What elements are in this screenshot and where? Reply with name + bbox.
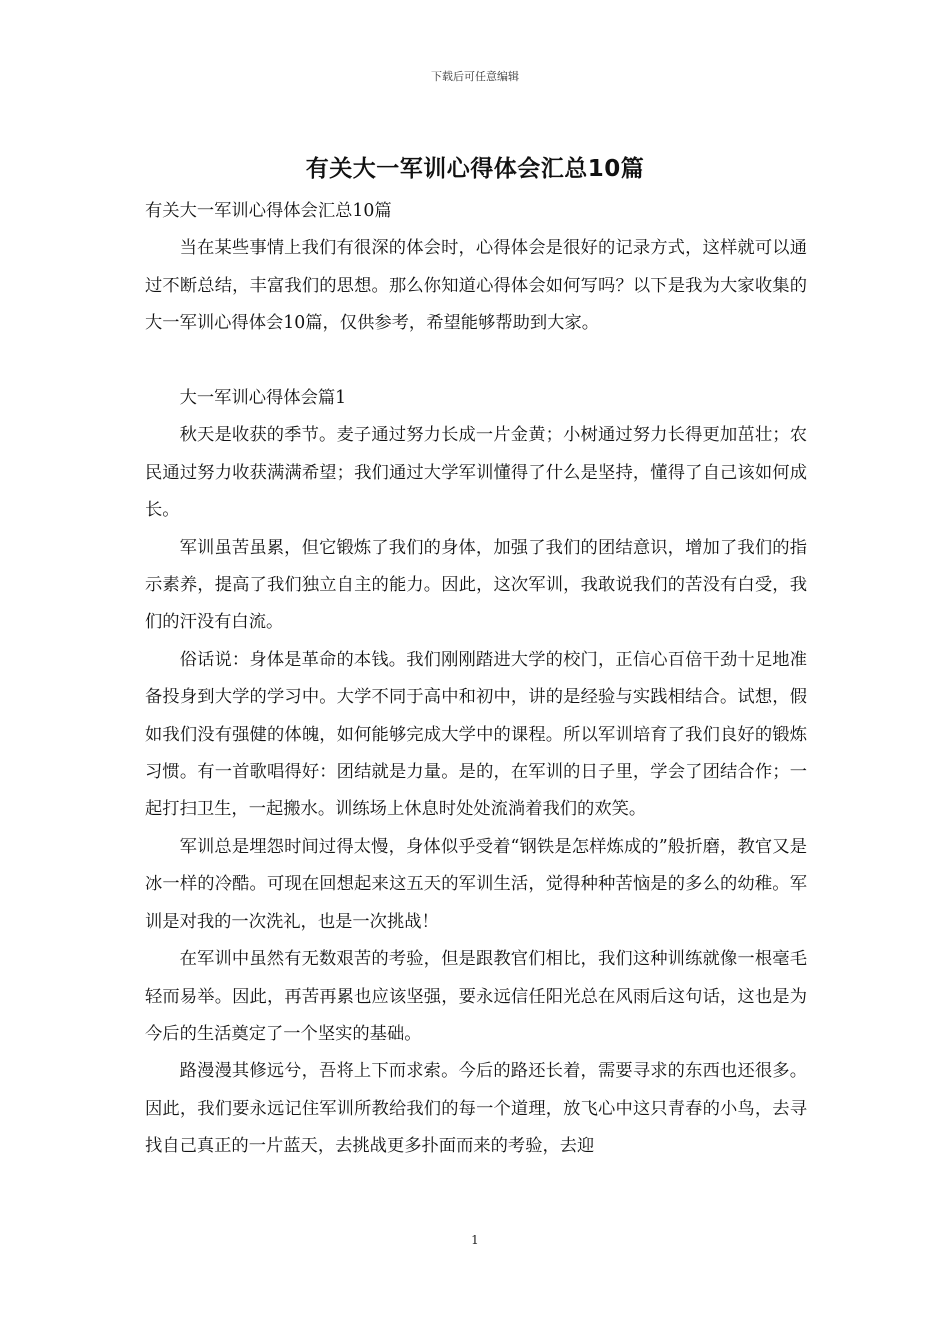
body-paragraph: 秋天是收获的季节。麦子通过努力长成一片金黄；小树通过努力长得更加茁壮；农民通过努力收获满满希望；我们通过大学军训懂得了什么是坚持，懂得了自己该如何成长。 bbox=[145, 425, 807, 521]
body-paragraph: 路漫漫其修远兮，吾将上下而求索。今后的路还长着，需要寻求的东西也还很多。因此，我们要永远记住军训所教给我们的每一个道理，放飞心中这只青春的小鸟，去寻找自己真正的一片蓝天，去挑战更多扑面而来的考验，去迎 bbox=[145, 1061, 807, 1157]
document-body bbox=[145, 193, 807, 1166]
section-heading: 大一军训心得体会篇1 bbox=[179, 388, 347, 409]
body-paragraph: 军训虽苦虽累，但它锻炼了我们的身体，加强了我们的团结意识，增加了我们的指示素养，提高了我们独立自主的能力。因此，这次军训，我敢说我们的苦没有白受，我们的汗没有白流。 bbox=[145, 537, 807, 633]
page-number: 1 bbox=[471, 1233, 479, 1247]
body-paragraph: 军训总是埋怨时间过得太慢，身体似乎受着“钢铁是怎样炼成的”般折磨，教官又是冰一样的冷酷。可现在回想起来这五天的军训生活，觉得种种苦恼是的多么的幼稚。军训是对我的一次洗礼，也是一次挑战！ bbox=[145, 836, 807, 932]
page-header-note: 下载后可任意编辑 bbox=[431, 70, 519, 83]
document-title: 有关大一军训心得体会汇总10篇 bbox=[305, 156, 645, 182]
body-paragraph: 在军训中虽然有无数艰苦的考验，但是跟教官们相比，我们这种训练就像一根毫毛轻而易举。因此，再苦再累也应该坚强，要永远信任阳光总在风雨后这句话，这也是为今后的生活奠定了一个坚实的基础。 bbox=[145, 949, 807, 1044]
intro-paragraph: 当在某些事情上我们有很深的体会时，心得体会是很好的记录方式，这样就可以通过不断总结，丰富我们的思想。那么你知道心得体会如何写吗？以下是我为大家收集的大一军训心得体会10篇，仅供参考，希望能够帮助到大家。 bbox=[145, 238, 807, 334]
document-subtitle: 有关大一军训心得体会汇总10篇 bbox=[145, 201, 392, 221]
body-paragraph: 俗话说：身体是革命的本钱。我们刚刚踏进大学的校门，正信心百倍干劲十足地准备投身到大学的学习中。大学不同于高中和初中，讲的是经验与实践相结合。试想，假如我们没有强健的体魄，如何能够完成大学中的课程。所以军训培育了我们良好的锻炼习惯。有一首歌唱得好：团结就是力量。是的，在军训的日子里，学会了团结合作；一起打扫卫生，一起搬水。训练场上休息时处处流淌着我们的欢笑。 bbox=[145, 649, 807, 820]
blank-line bbox=[145, 343, 807, 380]
